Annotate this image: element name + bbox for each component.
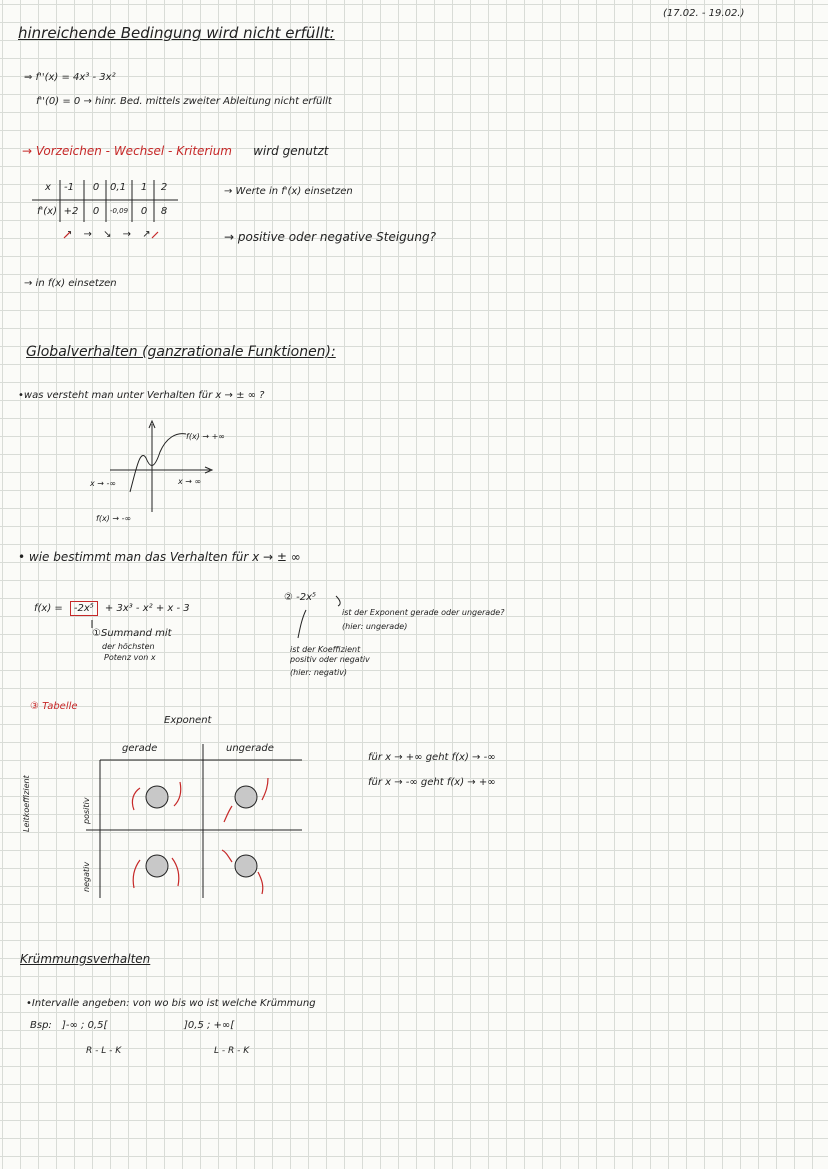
sign-change-rest: wird genutzt: [253, 144, 329, 158]
arrow-up-left-icon: [132, 788, 140, 810]
arrow-down-right-icon: [258, 872, 263, 894]
table-cell: 0: [140, 206, 148, 217]
summand-note-2: der höchsten: [102, 642, 155, 651]
summand-note-3: Potenz von x: [104, 653, 156, 662]
formula-rest: + 3x³ - x² + x - 3: [104, 603, 190, 614]
table-cell: 0,1: [110, 182, 126, 193]
circle-icon: [146, 855, 168, 877]
arrow-up-right-icon: [174, 782, 181, 806]
example-label: Bsp:: [30, 1020, 52, 1031]
table-cell: 1: [140, 182, 148, 193]
question-behavior: •was versteht man unter Verhalten für x → ± ∞ ?: [18, 390, 265, 401]
date-label: (17.02. - 19.02.): [663, 8, 745, 19]
coefficient-answer: (hier: negativ): [290, 668, 348, 677]
result-line-2: für x → -∞ geht f(x) → +∞: [368, 777, 496, 788]
how-determine-line: • wie bestimmt man das Verhalten für x → ± ∞: [18, 550, 301, 564]
heading-curvature: Krümmungsverhalten: [20, 952, 151, 966]
graph-label-left: x → -∞: [90, 479, 117, 488]
curvature-2: L - R - K: [214, 1046, 250, 1056]
matrix-col-odd: ungerade: [226, 743, 274, 754]
table-cell: -0,09: [109, 207, 129, 215]
graph-label-bottom: f(x) → -∞: [96, 514, 132, 523]
curvature-1: R - L - K: [86, 1046, 122, 1056]
coefficient-question-2: positiv oder negativ: [290, 655, 370, 664]
arrow-to-exponent: [336, 596, 340, 606]
arrow-up-right-icon: [262, 778, 268, 800]
circle-icon: [235, 855, 257, 877]
table-cell: -1: [64, 182, 74, 193]
note-insert-fx: → in f(x) einsetzen: [24, 278, 117, 289]
arrow-down-left-icon: [224, 806, 232, 822]
exponent-answer: (hier: ungerade): [342, 622, 408, 631]
arrow-to-coefficient: [298, 610, 306, 638]
table-row2-head: f'(x): [37, 206, 57, 217]
formula-line: [34, 596, 190, 615]
table-cell: 0: [92, 182, 100, 193]
arrow-up-left-icon: [222, 850, 232, 862]
formula-prefix: f(x) =: [34, 603, 63, 614]
circle-icon: [146, 786, 168, 808]
matrix-row-negative: negativ: [82, 861, 91, 892]
interval-2: ]0,5 ; +∞[: [184, 1020, 235, 1031]
table-cell: 8: [160, 206, 168, 217]
note-insert-values: → Werte in f'(x) einsetzen: [224, 186, 353, 197]
step3-table-label: ③ Tabelle: [30, 701, 78, 712]
coefficient-question-1: ist der Koeffizient: [290, 645, 361, 654]
summand-note-1: ①Summand mit: [92, 628, 172, 639]
table-cell: 2: [160, 182, 168, 193]
graph-label-right: x → ∞: [178, 477, 202, 486]
arrow-down-right-icon: [172, 858, 179, 886]
intervals-line: •Intervalle angeben: von wo bis wo ist welche Krümmung: [26, 998, 316, 1009]
graph-label-top-right: f(x) → +∞: [186, 432, 225, 441]
interval-1: ]-∞ ; 0,5[: [62, 1020, 108, 1031]
second-derivative-line: ⇒ f''(x) = 4x³ - 3x²: [24, 72, 116, 83]
formula-leading-term-box: -2x⁵: [70, 601, 98, 616]
behavior-matrix: [86, 744, 302, 898]
circle-icon: [235, 786, 257, 808]
step2-term: ② -2x⁵: [284, 592, 317, 603]
monotony-arrows: ↗ → ↘ → ↗: [64, 229, 155, 240]
table-row1-head: x: [45, 182, 51, 193]
matrix-row-positive: positiv: [82, 797, 91, 824]
x-axis-arrow: [205, 467, 212, 473]
matrix-top-label: Exponent: [164, 715, 212, 726]
note-slope-question: → positive oder negative Steigung?: [224, 230, 436, 244]
matrix-side-label: Leitkoeffizient: [22, 775, 31, 832]
result-line-1: für x → +∞ geht f(x) → -∞: [368, 752, 496, 763]
table-cell: +2: [63, 206, 79, 217]
exponent-question: ist der Exponent gerade oder ungerade?: [342, 608, 505, 617]
table-cell: 0: [92, 206, 100, 217]
y-axis-arrow: [149, 421, 155, 428]
sign-change-criterion-line: [22, 140, 329, 159]
second-derivative-zero-line: f''(0) = 0 → hinr. Bed. mittels zweiter Ableitung nicht erfüllt: [36, 96, 332, 107]
matrix-col-even: gerade: [122, 743, 158, 754]
arrow-down-left-icon: [133, 860, 140, 888]
heading-global-behavior: Globalverhalten (ganzrationale Funktionen):: [26, 344, 336, 360]
heading-sufficient-condition: hinreichende Bedingung wird nicht erfüllt:: [18, 24, 335, 42]
sign-change-label: → Vorzeichen - Wechsel - Kriterium: [22, 144, 232, 158]
